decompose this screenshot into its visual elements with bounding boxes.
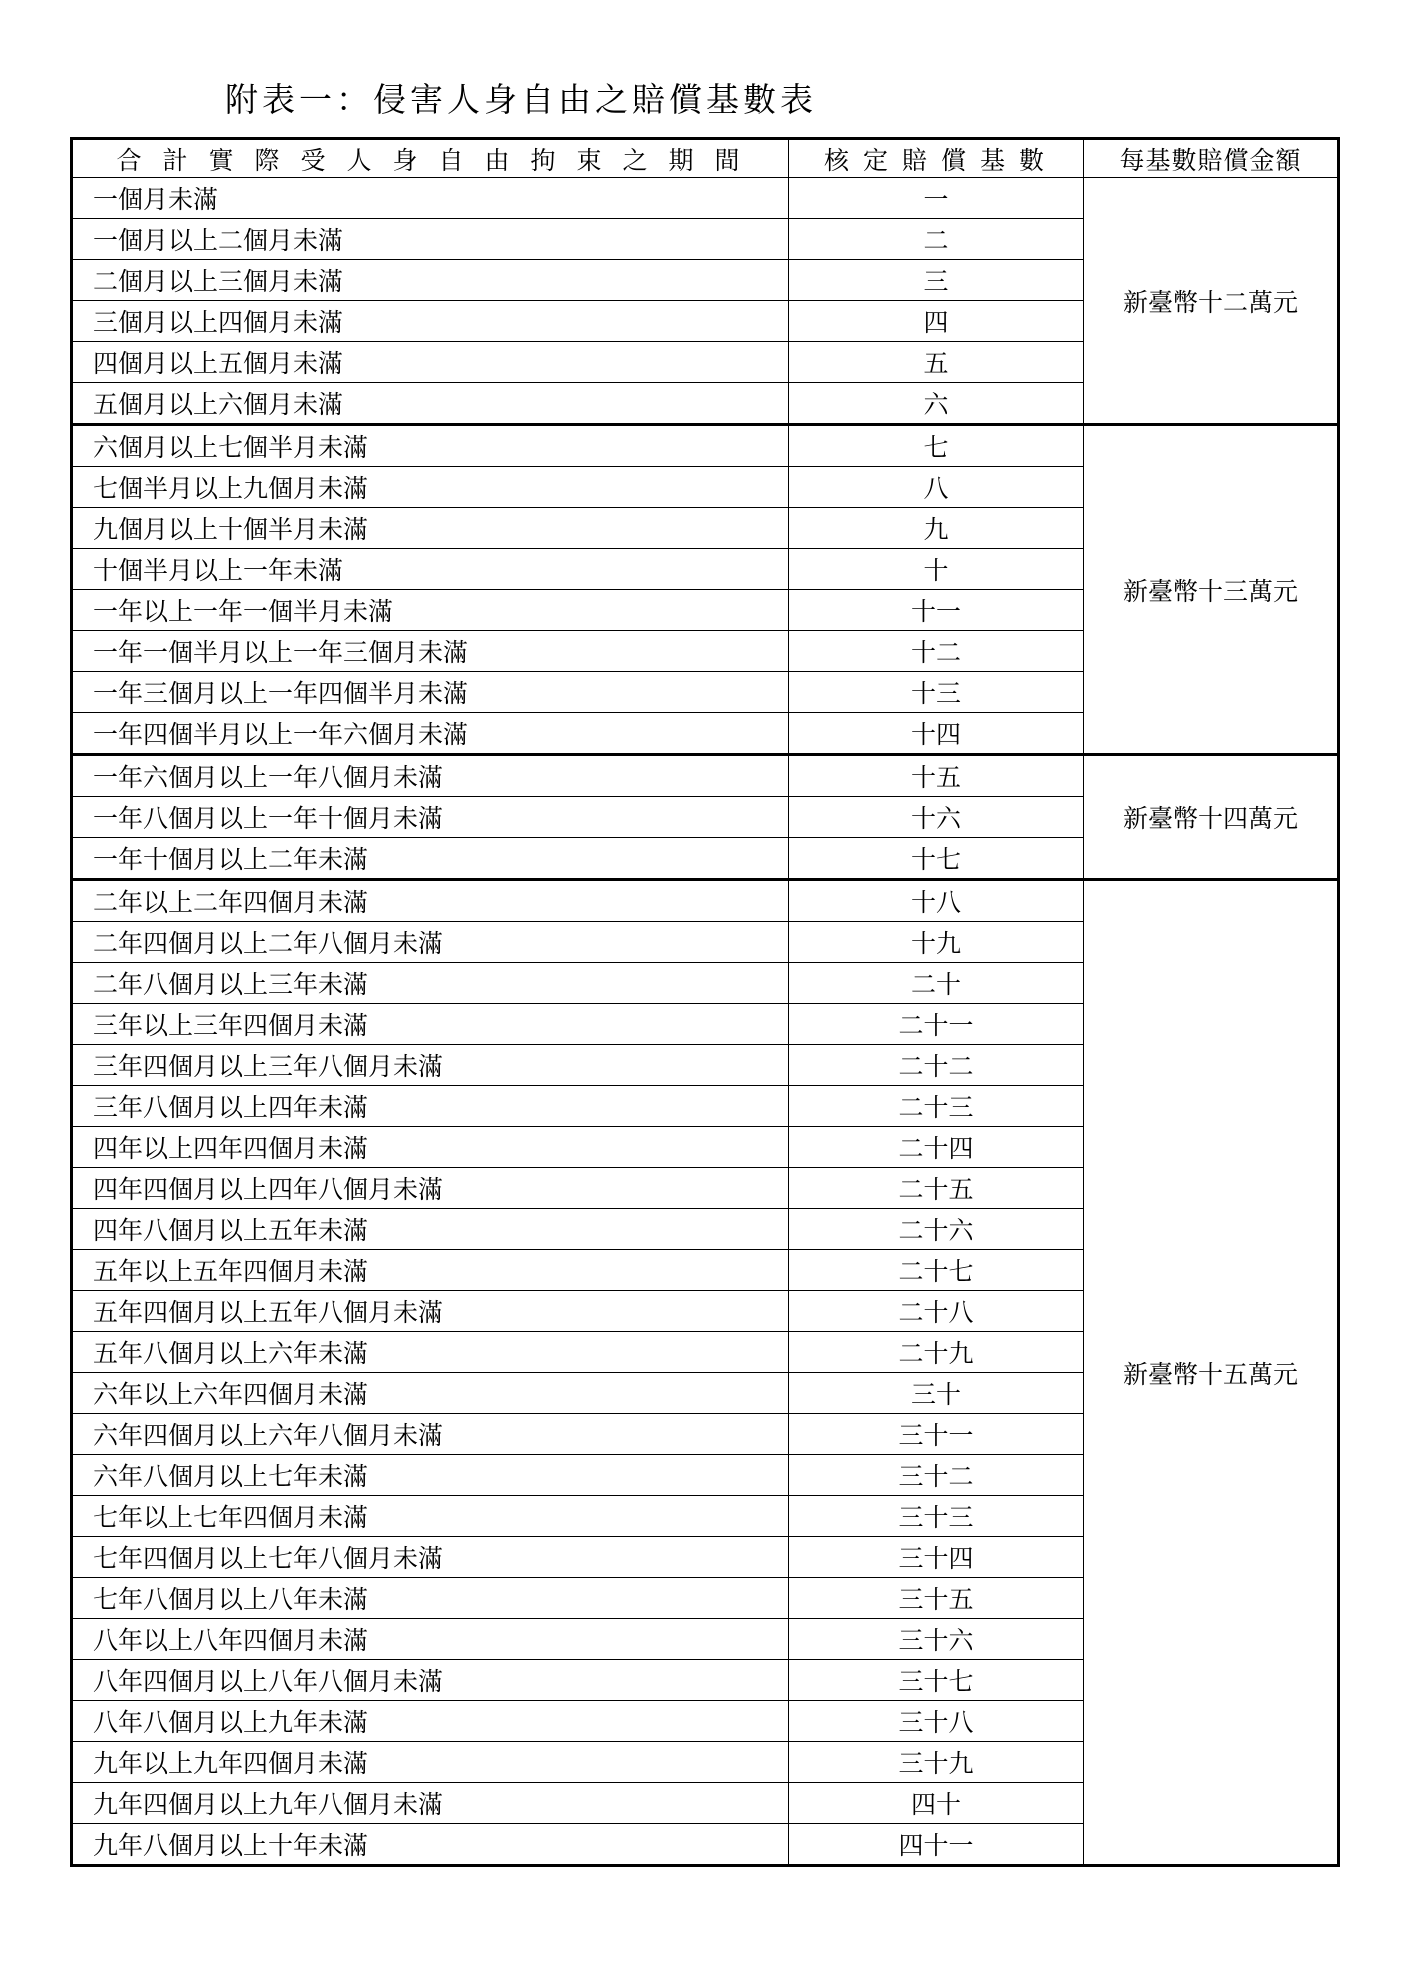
period-cell: 二年四個月以上二年八個月未滿	[72, 922, 789, 963]
amount-cell: 新臺幣十四萬元	[1084, 755, 1339, 880]
base-cell: 四十	[789, 1783, 1084, 1824]
base-cell: 十七	[789, 838, 1084, 880]
period-cell: 三個月以上四個月未滿	[72, 301, 789, 342]
base-cell: 二十五	[789, 1168, 1084, 1209]
compensation-table	[70, 137, 1340, 1867]
header-row	[72, 139, 1339, 178]
base-cell: 二十四	[789, 1127, 1084, 1168]
base-cell: 四十一	[789, 1824, 1084, 1866]
base-cell: 十六	[789, 797, 1084, 838]
period-cell: 一個月以上二個月未滿	[72, 219, 789, 260]
base-cell: 十八	[789, 880, 1084, 922]
table-body	[72, 178, 1339, 1866]
base-cell: 三十八	[789, 1701, 1084, 1742]
base-cell: 二十二	[789, 1045, 1084, 1086]
header-base: 核定賠償基數	[789, 139, 1084, 178]
table-row	[72, 755, 1339, 797]
base-cell: 十	[789, 549, 1084, 590]
period-cell: 三年四個月以上三年八個月未滿	[72, 1045, 789, 1086]
base-cell: 三十四	[789, 1537, 1084, 1578]
page-title: 附表一：侵害人身自由之賠償基數表	[225, 80, 817, 119]
base-cell: 十一	[789, 590, 1084, 631]
period-cell: 六年以上六年四個月未滿	[72, 1373, 789, 1414]
period-cell: 二年以上二年四個月未滿	[72, 880, 789, 922]
header-period: 合計實際受人身自由拘束之期間	[72, 139, 789, 178]
base-cell: 三十六	[789, 1619, 1084, 1660]
amount-cell: 新臺幣十五萬元	[1084, 880, 1339, 1866]
base-cell: 二	[789, 219, 1084, 260]
period-cell: 八年四個月以上八年八個月未滿	[72, 1660, 789, 1701]
period-cell: 六個月以上七個半月未滿	[72, 425, 789, 467]
base-cell: 三十	[789, 1373, 1084, 1414]
period-cell: 五年八個月以上六年未滿	[72, 1332, 789, 1373]
base-cell: 三十七	[789, 1660, 1084, 1701]
period-cell: 十個半月以上一年未滿	[72, 549, 789, 590]
period-cell: 一年四個半月以上一年六個月未滿	[72, 713, 789, 755]
period-cell: 三年以上三年四個月未滿	[72, 1004, 789, 1045]
period-cell: 三年八個月以上四年未滿	[72, 1086, 789, 1127]
period-cell: 六年八個月以上七年未滿	[72, 1455, 789, 1496]
period-cell: 八年八個月以上九年未滿	[72, 1701, 789, 1742]
base-cell: 二十八	[789, 1291, 1084, 1332]
base-cell: 二十	[789, 963, 1084, 1004]
table-row	[72, 425, 1339, 467]
period-cell: 一個月未滿	[72, 178, 789, 219]
period-cell: 一年一個半月以上一年三個月未滿	[72, 631, 789, 672]
base-cell: 十二	[789, 631, 1084, 672]
base-cell: 三十五	[789, 1578, 1084, 1619]
table-row	[72, 880, 1339, 922]
period-cell: 一年六個月以上一年八個月未滿	[72, 755, 789, 797]
header-amount: 每基數賠償金額	[1084, 139, 1339, 178]
base-cell: 七	[789, 425, 1084, 467]
period-cell: 七年八個月以上八年未滿	[72, 1578, 789, 1619]
period-cell: 六年四個月以上六年八個月未滿	[72, 1414, 789, 1455]
period-cell: 二個月以上三個月未滿	[72, 260, 789, 301]
amount-cell: 新臺幣十二萬元	[1084, 178, 1339, 425]
period-cell: 五年以上五年四個月未滿	[72, 1250, 789, 1291]
base-cell: 十九	[789, 922, 1084, 963]
period-cell: 七個半月以上九個月未滿	[72, 467, 789, 508]
period-cell: 五個月以上六個月未滿	[72, 383, 789, 425]
period-cell: 四年四個月以上四年八個月未滿	[72, 1168, 789, 1209]
period-cell: 一年八個月以上一年十個月未滿	[72, 797, 789, 838]
base-cell: 五	[789, 342, 1084, 383]
period-cell: 一年以上一年一個半月未滿	[72, 590, 789, 631]
period-cell: 七年以上七年四個月未滿	[72, 1496, 789, 1537]
period-cell: 九年以上九年四個月未滿	[72, 1742, 789, 1783]
base-cell: 二十一	[789, 1004, 1084, 1045]
base-cell: 三十一	[789, 1414, 1084, 1455]
period-cell: 九年八個月以上十年未滿	[72, 1824, 789, 1866]
base-cell: 三十三	[789, 1496, 1084, 1537]
period-cell: 二年八個月以上三年未滿	[72, 963, 789, 1004]
base-cell: 二十三	[789, 1086, 1084, 1127]
base-cell: 二十六	[789, 1209, 1084, 1250]
period-cell: 四年八個月以上五年未滿	[72, 1209, 789, 1250]
base-cell: 六	[789, 383, 1084, 425]
base-cell: 三	[789, 260, 1084, 301]
period-cell: 九個月以上十個半月未滿	[72, 508, 789, 549]
period-cell: 一年三個月以上一年四個半月未滿	[72, 672, 789, 713]
base-cell: 二十七	[789, 1250, 1084, 1291]
base-cell: 三十九	[789, 1742, 1084, 1783]
period-cell: 一年十個月以上二年未滿	[72, 838, 789, 880]
base-cell: 一	[789, 178, 1084, 219]
period-cell: 四年以上四年四個月未滿	[72, 1127, 789, 1168]
period-cell: 八年以上八年四個月未滿	[72, 1619, 789, 1660]
base-cell: 十四	[789, 713, 1084, 755]
base-cell: 四	[789, 301, 1084, 342]
base-cell: 十五	[789, 755, 1084, 797]
base-cell: 二十九	[789, 1332, 1084, 1373]
period-cell: 五年四個月以上五年八個月未滿	[72, 1291, 789, 1332]
table-row	[72, 178, 1339, 219]
base-cell: 九	[789, 508, 1084, 549]
base-cell: 十三	[789, 672, 1084, 713]
base-cell: 八	[789, 467, 1084, 508]
period-cell: 七年四個月以上七年八個月未滿	[72, 1537, 789, 1578]
amount-cell: 新臺幣十三萬元	[1084, 425, 1339, 755]
period-cell: 九年四個月以上九年八個月未滿	[72, 1783, 789, 1824]
period-cell: 四個月以上五個月未滿	[72, 342, 789, 383]
base-cell: 三十二	[789, 1455, 1084, 1496]
